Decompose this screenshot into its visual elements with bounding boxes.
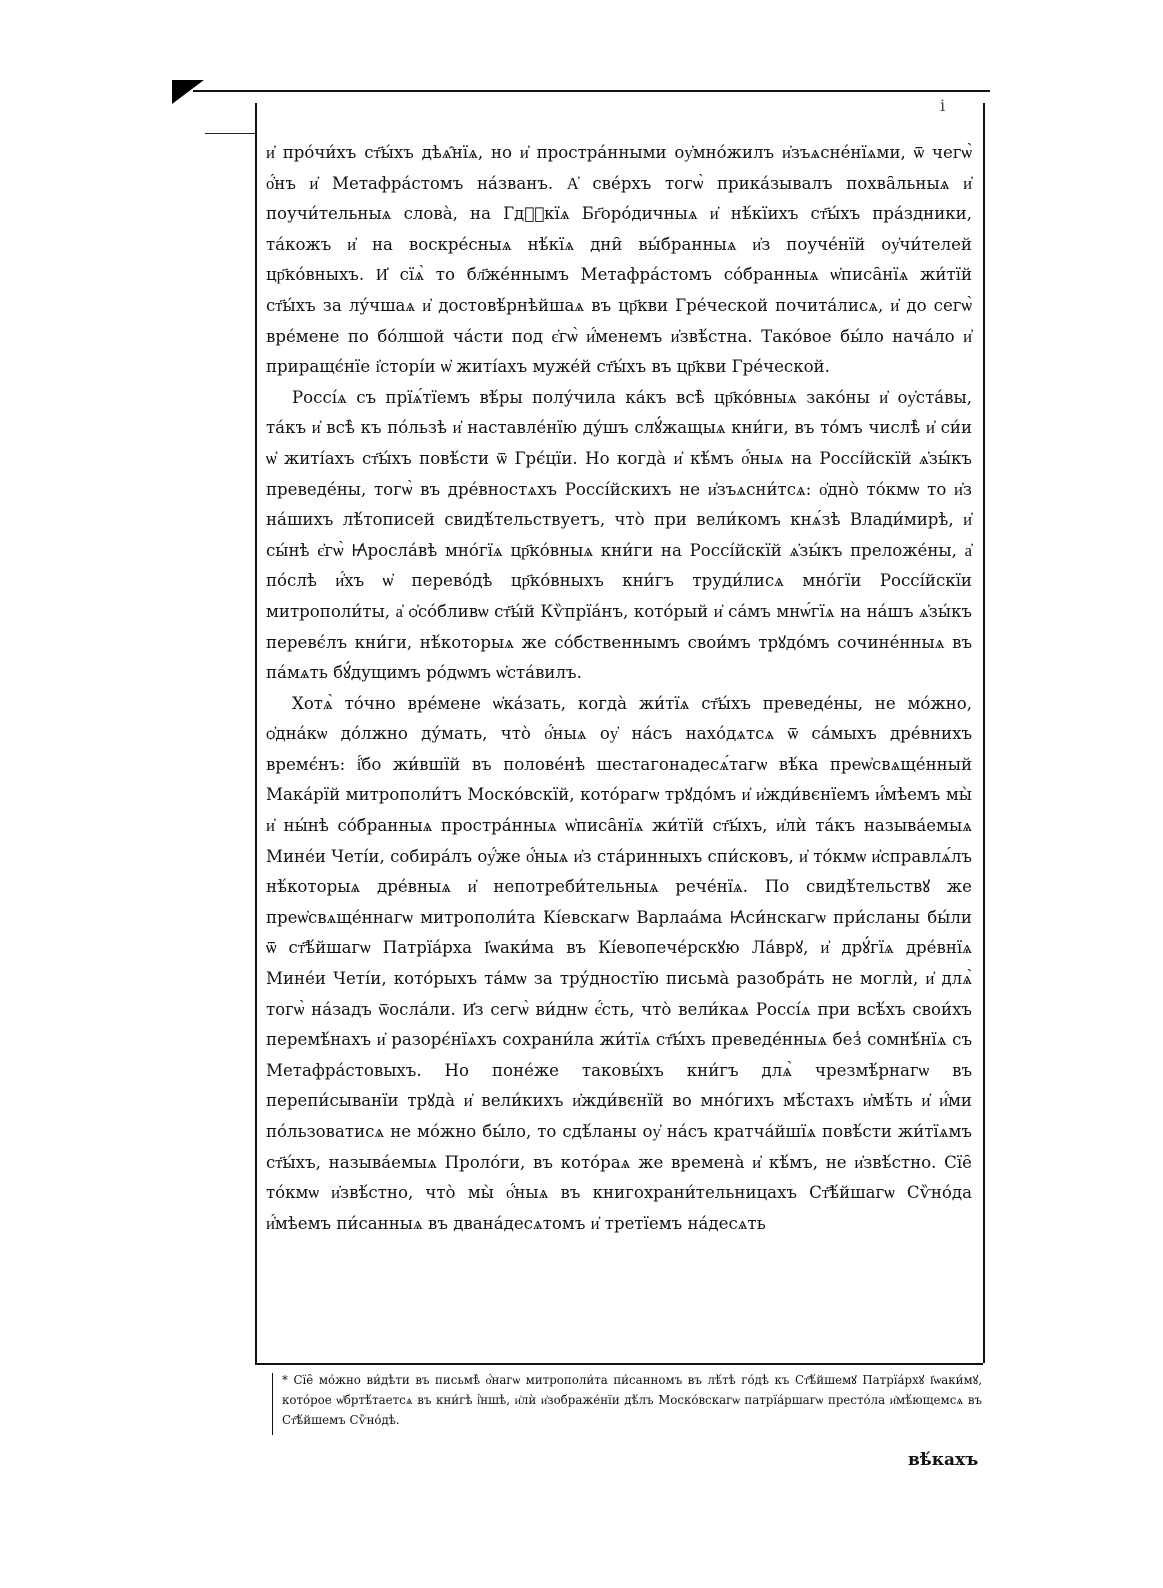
- footnote: [282, 1370, 982, 1430]
- footnote-margin-line: [272, 1373, 273, 1435]
- left-rule-stub: [205, 133, 255, 134]
- page-mark: ⅰ: [940, 96, 946, 115]
- paragraph-1: и҆ про́чи́хъ ст҃ы́хъ дѣѧ̑нїѧ, но и҆ простра́нными оу҆мно́жилъ и҆зъѧсне́нїѧми, ѿ чегѡ̀ о҆́нъ и҆ Метафра́стомъ на́званъ. А҆ све́рхъ тогѡ̀ прика́зывалъ похва̑льныѧ и҆ поучи́тельныѧ слова̀, на Гдⷭ҇кїѧ Бг҃оро́дичныѧ и҆ нѣ́кїихъ ст҃ы́хъ пра́здники, та́кожъ и҆ на воскре́сныѧ нѣ́кїѧ дни̑ вы́бранныѧ и҆з поуче́нїй оу҆чи́телей цр҃ко́вныхъ. И҆ сїѧ̀ то бл҃же́ннымъ Метафра́стомъ со́бранныѧ ѡ҆писа̑нїѧ жи́тїй ст҃ы́хъ за лу́чшаѧ и҆ достовѣ́рнѣйшаѧ въ цр҃кви Гре́ческой почита́лисѧ, и҆ до сегѡ̀ вре́мене по бо́лшой ча́сти под є҆гѡ̀ и҆́менемъ и҆звѣ́стна. Тако́вое бы́ло нача́ло и҆ приращє́нїе і҆сторі́и ѡ҆ житі́ахъ муже́й ст҃ы́хъ въ цр҃кви Гре́ческой.: [266, 143, 972, 377]
- top-rule: [193, 90, 990, 92]
- body-text: [266, 138, 972, 1239]
- footnote-text: * Сїе̑ мо́жно ви́дѣти въ письмѣ̀ о҆́нагѡ митрополи́та пи́санномъ въ лѣ́тѣ го́дѣ къ Ст҃ѣ́йшемꙋ Патрїа́рхꙋ І҆ѡаки́мꙋ, кото́рое ѡ҆бртѣ́таетсѧ въ кни́гѣ і҆́ншѣ, и҆лѝ и҆зображе́нїи дѣ́лъ Моско́вскагѡ патрїа́ршагѡ престо́ла и҆мѣ́ющемсѧ въ Ст҃ѣ́йшемъ Сѷно́дѣ.: [282, 1373, 982, 1427]
- corner-mark: [172, 80, 204, 104]
- footnote-rule: [255, 1363, 983, 1365]
- paragraph-3: Хотѧ̀ то́чно вре́мене ѡ҆ка́зать, когда̀ жи́тїѧ ст҃ы́хъ преведе́ны, не мо́жно, ѻ҆дна́кѡ до́лжно ду́мать, что̀ о҆́ныѧ оу҆ на́съ нахо́дѧтсѧ ѿ са́мыхъ дре́внихъ времє́нъ: і҆́бо жи́вшїй въ полове́нѣ шестагонадесѧ́тагѡ вѣ́ка преѡ҆свѧще́нный Мака́рїй митрополи́тъ Моско́вскїй, кото́рагѡ трꙋдо́мъ и҆ и҆жди́вєнїемъ и҆́мѣемъ мы̀ и҆ ны́нѣ со́бранныѧ простра́нныѧ ѡ҆писа̑нїѧ жи́тїй ст҃ы́хъ, и҆лѝ та́къ называ́емыѧ Мине́и Четі́и, собира́лъ оу҆́же о҆́ныѧ и҆з ста́ринныхъ спи́сковъ, и҆ то́кмѡ и҆справлѧ́лъ нѣ́которыѧ дре́вныѧ и҆ непотреби́тельныѧ рече́нїѧ. По свидѣ́тельствꙋ же преѡ҆свѧще́ннагѡ митрополи́та Кі́евскагѡ Варлаа́ма Ꙗ҆си́нскагѡ при́сланы бы́ли ѿ ст҃ѣ́йшагѡ Патрїа́рха І҆ѡаки́ма въ Кі́евопече́рскꙋю Ла́врꙋ, и҆ дрꙋ́гїѧ дре́внїѧ Мине́и Четі́и, кото́рыхъ та́мѡ за тру́дностїю письма̀ разобра́ть не моглѝ, и҆ длѧ̀ тогѡ̀ на́задъ ѿосла́ли. И҆з сегѡ̀ ви́днѡ є҆́сть, что̀ вели́каѧ Россі́ѧ при всѣ́хъ свои́хъ перемѣ́нахъ и҆ разорє́нїѧхъ сохрани́ла жи́тїѧ ст҃ы́хъ преведе́нныѧ без̾ сомнѣ́нїѧ съ Метафра́стовыхъ. Но поне́же таковы́хъ кни́гъ длѧ̀ чрезмѣ́рнагѡ въ перепи́сыванїи трꙋда̀ и҆ вели́кихъ и҆жди́вєнїй во мно́гихъ мѣ́стахъ и҆мѣ́ть и҆ и҆́ми по́льзоватисѧ не мо́жно бы́ло, то сдѣ́ланы оу҆ на́съ кратча́йшїѧ повѣ́сти жи́тїѧмъ ст҃ы́хъ, называ́емыѧ Проло́ги, въ кото́раѧ же времена̀ и҆ кѣ́мъ, не и҆звѣ́стно. Сїе̑ то́кмѡ и҆звѣ́стно, что̀ мы̀ о҆́ныѧ въ книгохрани́тельницахъ Ст҃ѣ́йшагѡ Сѷно́да и҆́мѣемъ пи́санныѧ въ двана́десѧтомъ и҆ третїемъ на́десѧть: [266, 693, 972, 1233]
- paragraph-2: Россі́ѧ съ прїѧ́тїемъ вѣ́ры полу́чила ка́къ всѣ̀ цр҃ко́вныѧ зако́ны и҆ оу҆ста́вы, та́къ и҆ всѣ̀ къ по́льзѣ и҆ наставле́нїю ду́шъ слꙋ́жащыѧ кни́ги, въ то́мъ числѣ̀ и҆ си́и ѡ҆ житі́ахъ ст҃ы́хъ повѣ́сти ѿ Грє́цїи. Но когда̀ и҆ кѣ́мъ о҆́ныѧ на Россі́йскїй ѧ҆зы́къ преведе́ны, тогѡ̀ въ дре́вностѧхъ Россі́йскихъ не и҆зъѧсни́тсѧ: о҆дно̀ то́кмѡ то и҆з на́шихъ лѣ́тописей свидѣ́тельствуетъ, что̀ при вели́комъ кнѧ́зѣ Влади́мирѣ, и҆ сы́нѣ є҆гѡ̀ Ꙗ҆росла́вѣ мно́гїѧ цр҃ко́вныѧ кни́ги на Россі́йскїй ѧ҆зы́къ преложе́ны, а҆ по́слѣ и҆́хъ ѡ҆ перево́дѣ цр҃ко́вныхъ кни́гъ труди́лисѧ мно́гїи Россі́йскїи митрополи́ты, а҆ ѻ҆со́бливѡ ст҃ы́й Кѷпрїа́нъ, кото́рый и҆ са́мъ мнѡ́гїѧ на на́шъ ѧ҆зы́къ перевє́лъ кни́ги, нѣ́которыѧ же со́бственнымъ свои́мъ трꙋдо́мъ сочине́нныѧ въ па́мѧть бꙋ́дущимъ ро́дѡмъ ѡ҆ста́вилъ.: [266, 387, 972, 683]
- catchword: вѣ́кахъ: [908, 1450, 979, 1470]
